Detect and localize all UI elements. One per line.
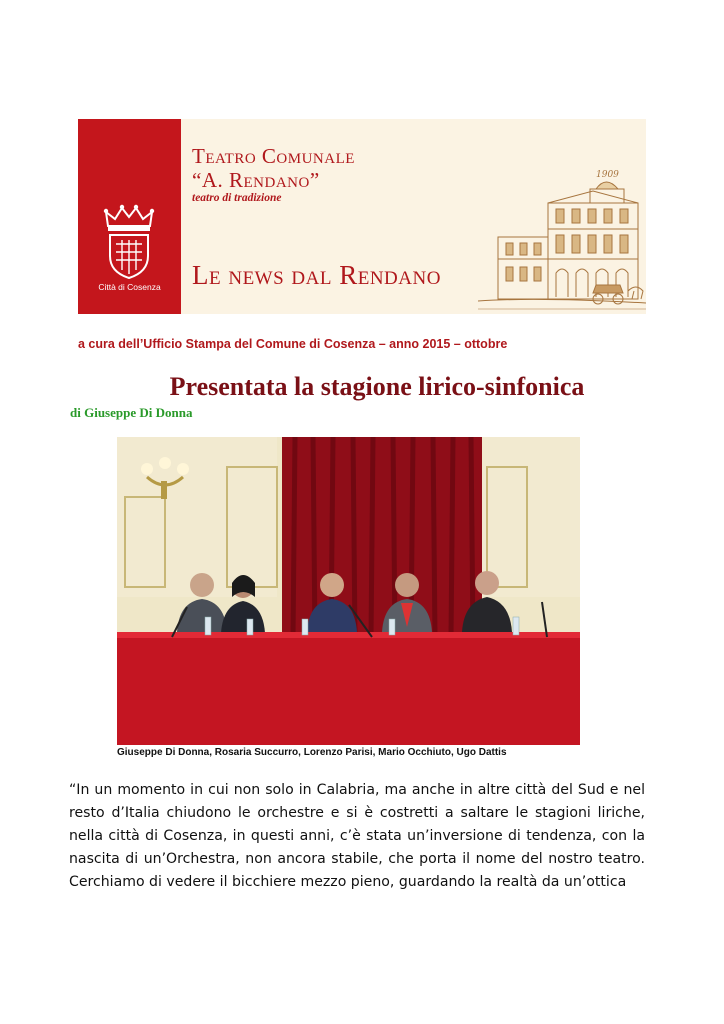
banner-title-line1: Teatro Comunale [192,144,355,168]
banner-news-title: Le news dal Rendano [192,260,441,290]
photo-caption: Giuseppe Di Donna, Rosaria Succurro, Lorenzo Parisi, Mario Occhiuto, Ugo Dattis [117,747,507,758]
city-label: Città di Cosenza [98,282,161,292]
newsletter-banner [78,119,646,314]
banner-title-line2: “A. Rendano” [192,168,320,192]
banner-subtitle: teatro di tradizione [192,192,282,204]
article-byline: di Giuseppe Di Donna [70,405,193,420]
article-body: “In un momento in cui non solo in Calabria, ma anche in altre città del Sud e nel resto d’Italia chiudono le orchestre e si è costretti a saltare le stagioni liriche, nella città di Cosenza, in questi anni, c’è stata un’inversione di tendenza, con la nascita di un’Orchestra, non ancora stabile, che porta il nome del nostro teatro. Cerchiamo di vedere il bicchiere mezzo pieno, guardando la realtà da un’ottica [69,782,645,890]
newsletter-credit: a cura dell’Ufficio Stampa del Comune di Cosenza – anno 2015 – ottobre [78,337,508,351]
banner-title [192,144,355,192]
article-headline: Presentata la stagione lirico-sinfonica [169,372,585,401]
city-crest-panel [78,119,181,314]
theatre-sketch-illustration [478,159,646,314]
sketch-year: 1909 [596,170,619,180]
city-crest-icon [96,204,162,282]
press-conference-photo [117,437,580,745]
